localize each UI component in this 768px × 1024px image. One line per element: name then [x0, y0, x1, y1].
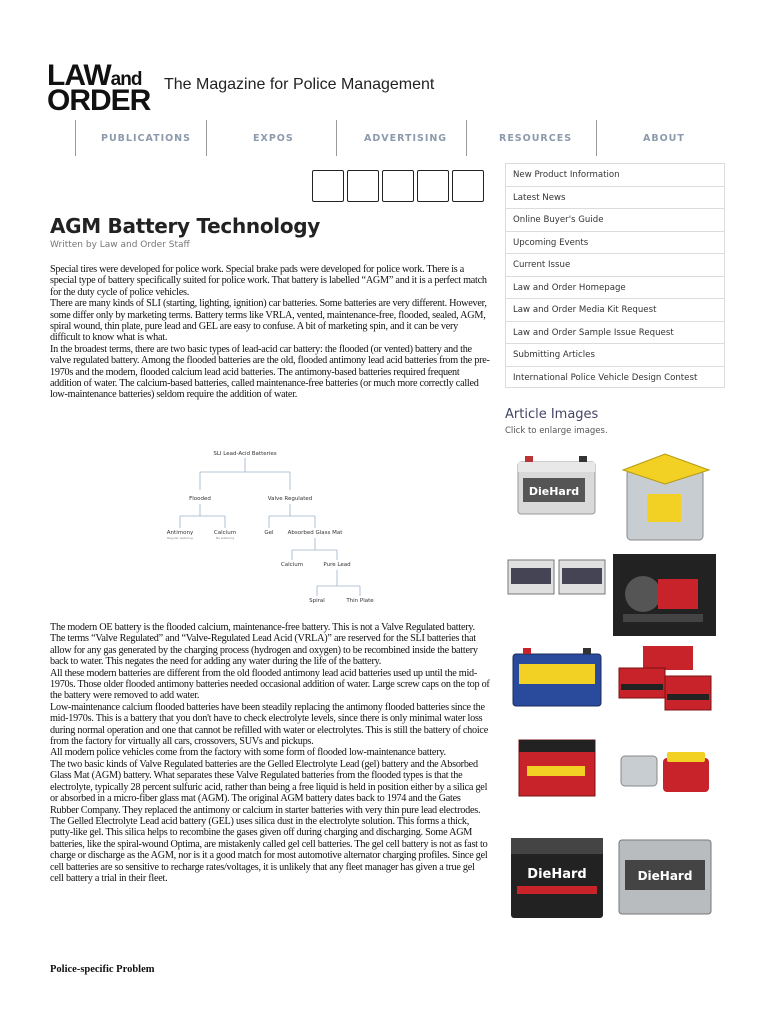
diagram-valve: Valve Regulated	[267, 496, 313, 502]
share-button-4[interactable]	[417, 170, 449, 202]
diagram-thin-plate: Thin Plate	[346, 598, 374, 604]
diagram-pure-lead: Pure Lead	[323, 562, 351, 568]
share-button-2[interactable]	[347, 170, 379, 202]
article-body-bottom	[50, 622, 490, 884]
paragraph: In the broadest terms, there are two basic types of lead-acid car battery: the flooded (or vented) battery and the valve regulated battery. Among the flooded batteries are the old, flooded antimony lead acid batteries from the pre-1970s and the modern, flooded calcium lead acid batteries. The antimony-based batteries required frequent addition of water. The calcium-based batteries, called maintenance-free batteries (or much more correctly called low-maintenance batteries) seldom require the addition of water.	[50, 343, 490, 401]
sidebar-link-new-product[interactable]: New Product Information	[505, 163, 725, 186]
battery-image-10[interactable]	[613, 820, 716, 924]
site-tagline: The Magazine for Police Management	[164, 76, 435, 93]
nav-expos[interactable]: EXPOS	[253, 133, 294, 144]
paragraph: The modern OE battery is the flooded calcium, maintenance-free battery. This is not a Valve Regulated battery. The terms “Valve Regulated” and “Valve-Regulated Lead Acid (VRLA)” are reserved for the SLI batteries that allow for any gas generated by the charging process (hydrogen and oxygen) to be recombined inside the battery back to water. This negates the need for adding any water during the life of the battery.	[50, 622, 478, 668]
sidebar-link-events[interactable]: Upcoming Events	[505, 231, 725, 254]
battery-image-3[interactable]	[505, 552, 608, 602]
paragraph: All modern police vehicles come from the factory with some form of flooded low-maintenance battery.	[50, 747, 446, 759]
diagram-spiral: Spiral	[309, 598, 325, 604]
article-subheading: Police-specific Problem	[50, 964, 155, 975]
sidebar-link-submitting[interactable]: Submitting Articles	[505, 343, 725, 366]
nav-about[interactable]: ABOUT	[643, 133, 685, 144]
battery-image-2[interactable]	[613, 448, 716, 548]
logo-order: ORDER	[47, 84, 151, 117]
battery-image-8[interactable]	[613, 732, 716, 804]
article-images-subtitle: Click to enlarge images.	[505, 426, 608, 436]
diagram-calcium2: Calcium	[280, 562, 304, 568]
main-nav	[75, 120, 725, 156]
paragraph: The Gelled Electrolyte Lead acid battery (GEL) uses silica dust in the electrolyte solution. This forms a thick, putty-like gel. This silica helps to recombine the gases given off during charging and discharging. Some AGM batteries, like the spiral-wound Optima, are mistakenly called gel cell batteries. The gel cell battery is not as fast to charge or discharge as the AGM, nor is it a good match for most automotive alternator charging profiles. Since gel cell batteries are so sensitive to recharge rates/voltages, it is unlikely that any fleet manager has given a true gel cell battery a trial in their fleet.	[50, 815, 488, 884]
site-logo[interactable]	[47, 59, 157, 117]
battery-image-5[interactable]	[505, 640, 608, 718]
battery-image-9[interactable]	[505, 820, 608, 924]
share-button-1[interactable]	[312, 170, 344, 202]
diagram-flooded: Flooded	[189, 496, 211, 502]
diagram-antimony: Antimony	[166, 530, 194, 536]
article-title: AGM Battery Technology	[50, 214, 321, 238]
battery-types-diagram[interactable]	[160, 444, 400, 610]
logo-law: LAWand	[47, 59, 142, 92]
paragraph: The two basic kinds of Valve Regulated batteries are the Gelled Electrolyte Lead (gel) battery and the Absorbed Glass Mat (AGM) battery. What separates these Valve Regulated batteries from the flooded types is that the electrolyte, typically 28 percent sulfuric acid, rather than being a free liquid is held in position either by a silica gel or absorbed in a micro-fiber glass mat (AGM). The original AGM battery dates back to 1974 and the Gates Rubber Company. They replaced the antimony or calcium in starter batteries with very thin pure lead electrodes.	[50, 758, 488, 816]
battery-image-4[interactable]	[613, 554, 716, 636]
share-button-5[interactable]	[452, 170, 484, 202]
diagram-calcium-sub: No watering	[215, 536, 235, 540]
sidebar-link-buyers-guide[interactable]: Online Buyer's Guide	[505, 208, 725, 231]
sidebar-link-homepage[interactable]: Law and Order Homepage	[505, 276, 725, 299]
nav-resources[interactable]: RESOURCES	[499, 133, 573, 144]
sidebar-links	[505, 163, 725, 388]
article-images-title: Article Images	[505, 407, 599, 422]
paragraph: Low-maintenance calcium flooded batteries have been steadily replacing the antimony flooded batteries since the mid-1970s. This is a battery that you don't have to check electrolyte levels, since there is only minimal water loss during normal operation and one that cannot be refilled with water or electrolytes. This is still the battery of choice from the factory for virtually all cars, crossovers, SUVs and pickups.	[50, 701, 488, 748]
nav-advertising[interactable]: ADVERTISING	[364, 133, 448, 144]
diagram-calcium: Calcium	[213, 530, 237, 536]
article-body-top	[50, 264, 490, 401]
diagram-gel: Gel	[264, 530, 274, 536]
diagram-agm: Absorbed Glass Mat	[287, 530, 343, 536]
nav-publications[interactable]: PUBLICATIONS	[101, 133, 191, 144]
diagram-antimony-sub: Regular watering	[167, 536, 193, 540]
sidebar-link-sample-issue[interactable]: Law and Order Sample Issue Request	[505, 321, 725, 344]
paragraph: Special tires were developed for police work. Special brake pads were developed for police work. There is a special type of battery specifically suited for police work. That battery is labelled “AGM” and it is a perfect match for the duty cycle of police vehicles.	[50, 264, 487, 298]
sidebar-link-latest-news[interactable]: Latest News	[505, 186, 725, 209]
thumb-brand-label-2: DieHard	[527, 867, 587, 882]
battery-image-1[interactable]	[505, 448, 608, 524]
diagram-root: SLI Lead-Acid Batteries	[213, 451, 277, 457]
sidebar-link-current-issue[interactable]: Current Issue	[505, 253, 725, 276]
paragraph: All these modern batteries are different from the old flooded antimony lead acid batteries used up until the mid-1970s. Those older flooded antimony batteries needed occasional addition of water. Large screw caps on the top of the battery were removed to add water.	[50, 667, 490, 702]
thumb-brand-label-3: DieHard	[637, 869, 693, 883]
article-byline: Written by Law and Order Staff	[50, 240, 190, 250]
thumb-brand-label: DieHard	[528, 485, 580, 498]
share-button-3[interactable]	[382, 170, 414, 202]
sidebar-link-media-kit[interactable]: Law and Order Media Kit Request	[505, 298, 725, 321]
paragraph: There are many kinds of SLI (starting, lighting, ignition) car batteries. Some batteries are very different. However, some differ only by marketing terms. Battery terms like VRLA, vented, maintenance-free, flooded, sealed, AGM, spiral wound, thin plate, pure lead and GEL are easy to confuse. A bit of marketing spin, and it can be very difficult to know what is what.	[50, 298, 487, 344]
battery-image-7[interactable]	[505, 732, 608, 804]
battery-image-6[interactable]	[613, 640, 716, 722]
sidebar-link-design-contest[interactable]: International Police Vehicle Design Contest	[505, 366, 725, 389]
